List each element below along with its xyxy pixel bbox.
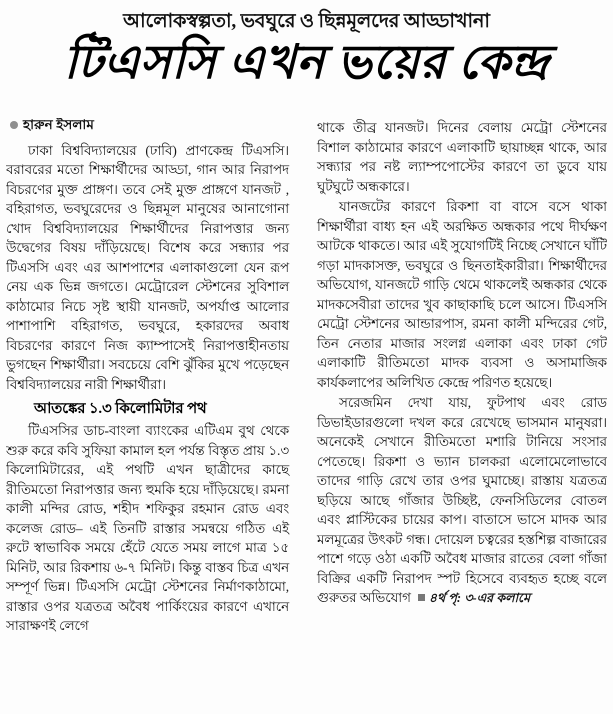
paragraph: টিএসসির ডাচ-বাংলা ব্যাংকের এটিএম বুথ থেকে শুরু করে কবি সুফিয়া কামাল হল পর্যন্ত বিস্তৃত প্রায় ১.৩ কিলোমিটারের, এই পথটি এখন ছাত্রীদের কাছে রীতিমতো নিরাপত্তার জন্য হুমকি হয়ে দাঁড়িয়েছে। রমনা কালী মন্দির রোড, শহীদ শফিকুর রহমান রোড এবং কলেজ রোড– এই তিনটি রাস্তার সমন্বয়ে গঠিত এই রুটে স্বাভাবিক সময়ে হেঁটে যেতে সময় লাগে মাত্র ১৫ মিনিট, আর রিকশায় ৬-৭ মিনিট। কিন্তু বাস্তব চিত্র এখন সম্পূর্ণ ভিন্ন। টিএসসি মেট্রো স্টেশনের নির্মাণকাঠামো, রাস্তার ওপর যত্রতত্র অবৈধ পার্কিংয়ের কারণে এখানে সারাক্ষণই লেগে <box>6 423 290 634</box>
masthead <box>0 0 613 89</box>
section-subheading: আতঙ্কের ১.৩ কিলোমিটার পথ <box>34 401 207 417</box>
paragraph: যানজটের কারণে রিকশা বা বাসে বসে থাকা শিক্ষার্থীরা বাধ্য হন এই অরক্ষিত অন্ধকার পথে দীর্ঘক্ষণ আটকে থাকতে। আর এই সুযোগটিই নিচ্ছে সেখানে ঘাঁটি গড়া মাদকাসক্ত, ভবঘুরে ও ছিনতাইকারীরা। শিক্ষার্থীদের অভিযোগ, যানজটে গাড়ি থেমে থাকলেই অন্ধকার থেকে মাদকসেবীরা তাদের খুব কাছাকাছি চলে আসে। টিএসসি মেট্রো স্টেশনের আন্ডারপাস, রমনা কালী মন্দিরের গেট, তিন নেতার মাজার সংলগ্ন এলাকা এবং ঢাকা গেট এলাকাটি রীতিমতো মাদক ব্যবসা ও অসামাজিক কার্যকলাপের অলিখিত কেন্দ্রে পরিণত হয়েছে। <box>317 199 607 390</box>
paragraph: ঢাকা বিশ্ববিদ্যালয়ের (ঢাবি) প্রাণকেন্দ্র টিএসসি। বরাবরের মতো শিক্ষার্থীদের আড্ডা, গান আর নিরাপদ বিচরণের মুক্ত প্রাঙ্গণ। তবে সেই মুক্ত প্রাঙ্গণে যানজট , বহিরাগত, ভবঘুরেদের ও ছিন্নমূল মানুষের আনাগোনা খোদ বিশ্ববিদ্যালয়ের শিক্ষার্থীদের নিরাপত্তার জন্য উদ্বেগের বিষয় দাঁড়িয়েছে। বিশেষ করে সন্ধ্যার পর টিএসসি এবং এর আশপাশের এলাকাগুলো যেন রূপ নেয় এক ভিন্ন জগতে। মেট্রোরেল স্টেশনের সুবিশাল কাঠামোর নিচে সৃষ্ট স্থায়ী যানজট, অপর্যাপ্ত আলোর পাশাপাশি বহিরাগত, ভবঘুরে, হকারদের অবাধ বিচরণের কারণে নিজ ক্যাম্পাসেই নিরাপত্তাহীনতায় ভুগছেন শিক্ষার্থীরা। সবচেয়ে বেশি ঝুঁকির মুখে পড়েছেন বিশ্ববিদ্যালয়ের নারী শিক্ষার্থীরা। <box>6 142 290 392</box>
byline <box>10 118 289 132</box>
kicker-line: আলোকস্বল্পতা, ভবঘুরে ও ছিন্নমূলদের আড্ডাখানা <box>123 11 490 32</box>
column-right <box>315 118 607 714</box>
article-columns <box>0 118 613 714</box>
column-left <box>6 118 297 714</box>
bullet-circle-icon <box>10 121 18 129</box>
paragraph: থাকে তীব্র যানজট। দিনের বেলায় মেট্রো স্টেশনের বিশাল কাঠামোর কারণে এলাকাটি ছায়াচ্ছন্ন থাকে, আর সন্ধ্যার পর নষ্ট ল্যাম্পপোস্টের কারণে তা ডুবে যায় ঘুটঘুটে অন্ধকারে। <box>317 120 607 194</box>
jump-square-icon <box>418 594 425 601</box>
continuation-note: ৪র্থ পৃ: ৩-এর কলামে <box>428 591 531 605</box>
paragraph-with-jump <box>317 393 607 608</box>
byline-author-name: হারুন ইসলাম <box>23 118 95 132</box>
page-title: টিএসসি এখন ভয়ের কেন্দ্র <box>63 37 550 90</box>
paragraph-text: সরেজমিন দেখা যায়, ফুটপাথ এবং রোড ডিভাইডারগুলো দখল করে রেখেছে ভাসমান মানুষরা। অনেকেই সেখানে রীতিমতো মশারি টানিয়ে সংসার পেতেছে। রিকশা ও ভ্যান চালকরা এলোমেলোভাবে তাদের গাড়ি রেখে তার ওপর ঘুমাচ্ছে। রাস্তায় যত্রতত্র ছড়িয়ে আছে গাঁজার উচ্ছিষ্ট, ফেনসিডিলের বোতল এবং প্লাস্টিকের চায়ের কাপ। বাতাসে ভাসে মাদক আর মলমূত্রের উৎকট গন্ধ। দোয়েল চত্বরের হস্তশিল্প বাজারের পাশে গড়ে ওঠা একটি অবৈধ মাজার রাতের বেলা গাঁজা বিক্রির একটি নিরাপদ স্পট হিসেবে ব্যবহৃত হচ্ছে বলে গুরুতর অভিযোগ <box>317 395 607 605</box>
